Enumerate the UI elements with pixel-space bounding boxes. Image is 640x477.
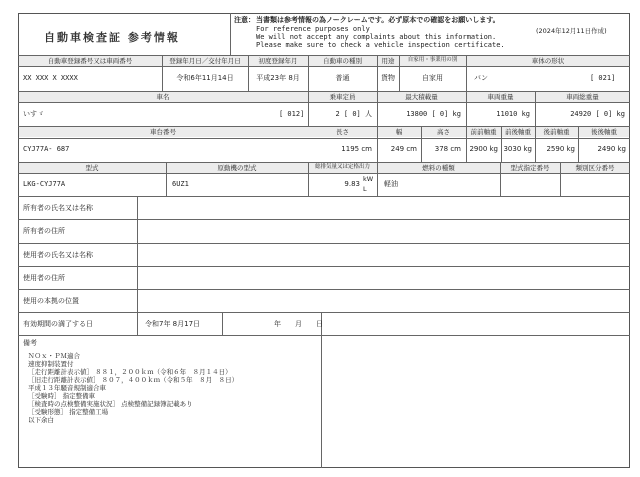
length: 1195 cm <box>341 145 372 153</box>
model: LKG-CYJ77A <box>23 180 66 188</box>
hdr-height: 高さ <box>437 128 450 136</box>
remark-line: 以下余白 <box>28 416 54 424</box>
remarks-block <box>28 352 238 424</box>
page-title: 自動車検査証 参考情報 <box>44 31 180 44</box>
hdr-length: 長さ <box>336 128 349 136</box>
max-load: 13800 [ 0] kg <box>406 110 461 118</box>
hdr-capacity: 乗車定員 <box>329 93 356 101</box>
gross-weight: 24920 [ 0] kg <box>570 110 625 118</box>
hdr-fr-axle: 前後軸重 <box>505 128 531 136</box>
hdr-spec-no: 型式指定番号 <box>510 164 550 172</box>
owner-address-label: 所有者の住所 <box>23 227 65 235</box>
user-name-label: 使用者の氏名又は名称 <box>23 251 93 259</box>
hdr-rf-axle: 後前軸重 <box>543 128 570 136</box>
first-reg: 平成23年 8月 <box>256 74 300 82</box>
hdr-class-no: 類別区分番号 <box>575 164 615 172</box>
remark-line: 速度抑制装置付 <box>28 360 74 368</box>
capacity: 2 [ 0] 人 <box>335 110 372 118</box>
hdr-width: 幅 <box>395 128 403 136</box>
notice-line-2: For reference purposes only <box>256 25 370 33</box>
creation-date: (2024年12月11日作成) <box>536 27 607 35</box>
rr-axle: 2490 kg <box>597 145 626 153</box>
hdr-displacement: 総排気量又は定格出力 <box>314 164 370 170</box>
reg-no: XX XXX X XXXX <box>23 74 78 82</box>
body-code: [ 021] <box>590 74 616 82</box>
hdr-private: 自家用・事業用の別 <box>407 57 458 63</box>
hdr-gross: 車両総重量 <box>566 93 599 101</box>
maker-code: [ 012] <box>279 110 305 118</box>
vehicle-type: 普通 <box>335 74 350 82</box>
unit-l: L <box>363 185 367 193</box>
hdr-reg-no: 自動車登録番号又は車両番号 <box>47 57 133 65</box>
displacement: 9.83 <box>344 180 360 188</box>
base-location-label: 使用の本拠の位置 <box>23 297 79 305</box>
remarks-label: 備考 <box>23 339 37 347</box>
maker: いすゞ <box>23 110 44 118</box>
hdr-fuel: 燃料の種類 <box>422 164 455 172</box>
remark-line: ［検査時の点検整備実施状況］ 点検整備記録簿記載あり <box>28 400 193 408</box>
user-address-label: 使用者の住所 <box>23 274 65 282</box>
notice-line-4: Please make sure to check a vehicle inspection certificate. <box>256 41 505 49</box>
hdr-weight: 車両重量 <box>487 93 514 101</box>
hdr-chassis: 車台番号 <box>150 128 176 136</box>
notice-label: 注意： <box>234 16 255 24</box>
ff-axle: 2900 kg <box>469 145 498 153</box>
notice-line-3: We will not accept any complaints about this information. <box>256 33 497 41</box>
hdr-max-load: 最大積載量 <box>405 93 438 101</box>
expiry-date: 令和7年 8月17日 <box>145 320 201 328</box>
remark-line: ［旧走行距離計表示値］ ８０７，４００ｋｍ（令和５年 ８月 ８日） <box>28 376 239 384</box>
chassis-no: CYJ77A- 687 <box>23 145 70 153</box>
remark-line: ＮＯｘ・ＰＭ適合 <box>28 352 80 360</box>
notice-line-1: 当書類は参考情報の為ノークレームです。必ず原本での確認をお願いします。 <box>256 16 500 24</box>
height: 378 cm <box>434 145 461 153</box>
hdr-ff-axle: 前前軸重 <box>470 128 497 136</box>
remark-line: ［走行距離計表示値］ ８８１，２００ｋｍ（令和６年 ８月１４日） <box>28 368 232 376</box>
hdr-first-reg: 初度登録年月 <box>258 57 298 65</box>
reg-date: 令和6年11月14日 <box>176 74 234 82</box>
unit-kw: kW <box>363 175 374 183</box>
owner-name-label: 所有者の氏名又は名称 <box>23 204 93 212</box>
remark-line: ［受験形態］ 指定整備工場 <box>28 408 109 416</box>
hdr-type: 自動車の種別 <box>323 57 362 65</box>
hdr-use: 用途 <box>381 57 395 65</box>
hdr-model: 型式 <box>85 164 99 172</box>
body-shape: バン <box>474 74 488 82</box>
fr-axle: 3030 kg <box>503 145 532 153</box>
expiry-blank: 年 月 日 <box>274 320 323 328</box>
rf-axle: 2590 kg <box>546 145 575 153</box>
remark-line: 平成１３年騒音規制適合車 <box>28 384 106 392</box>
hdr-body: 車体の形状 <box>531 57 565 65</box>
engine-model: 6UZ1 <box>172 180 189 188</box>
hdr-engine: 原動機の型式 <box>217 164 257 172</box>
private-use: 自家用 <box>422 74 443 82</box>
vehicle-use: 貨物 <box>381 74 395 82</box>
expiry-label: 有効期間の満了する日 <box>23 320 93 328</box>
fuel-type: 軽油 <box>384 180 398 188</box>
hdr-rr-axle: 後後軸重 <box>591 128 617 136</box>
remark-line: ［受験時］ 指定整備車 <box>28 392 96 400</box>
hdr-reg-date: 登録年月日／交付年月日 <box>169 57 241 65</box>
width: 249 cm <box>390 145 417 153</box>
vehicle-weight: 11010 kg <box>496 110 530 118</box>
hdr-maker: 車名 <box>156 93 170 101</box>
